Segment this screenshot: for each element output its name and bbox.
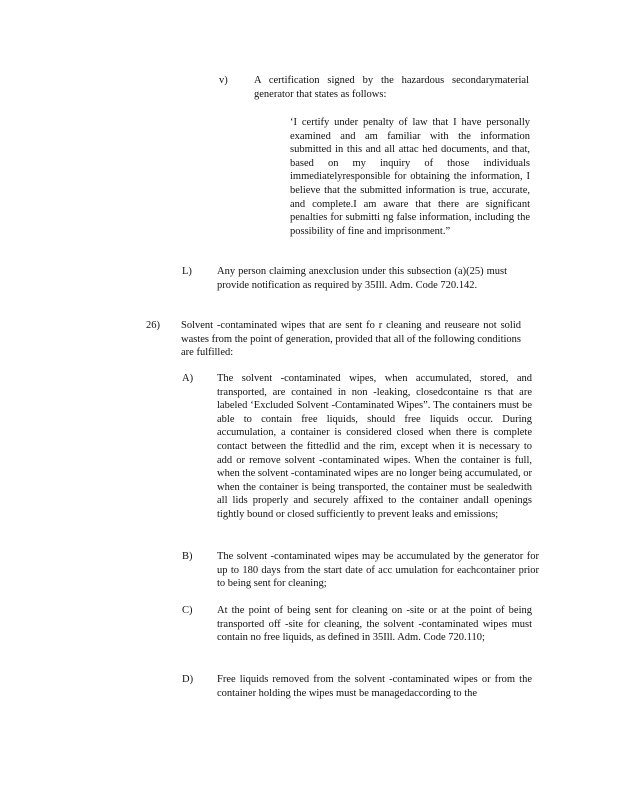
item-d-text: Free liquids removed from the solvent -contaminated wipes or from the container holding the wipes must be managedaccording to the bbox=[217, 674, 532, 699]
item-l-label: L) bbox=[182, 266, 192, 277]
item-c-text: At the point of being sent for cleaning on -site or at the point of being transported off -site for cleaning, the solvent -contaminated wipes must contain no free liquids, as defined in 35Ill. Adm. Code 720.110; bbox=[217, 605, 532, 644]
item-d-label: D) bbox=[182, 674, 194, 685]
item-l-text: Any person claiming anexclusion under this subsection (a)(25) must provide notification as required by 35Ill. Adm. Code 720.142. bbox=[217, 266, 507, 291]
certification-quote: ‘I certify under penalty of law that I have personally examined and am familiar with the information submitted in this and all attac hed documents, and that, based on my inquiry of those individuals immediatelyresponsible for obtaining the information, I believe that the submitted information is true, accurate, and complete.I am aware that there are significant penalties for submitti ng false information, including the possibility of fine and imprisonment.” bbox=[290, 117, 530, 237]
item-b-label: B) bbox=[182, 551, 193, 562]
item-26-label: 26) bbox=[146, 320, 160, 331]
item-26-text: Solvent -contaminated wipes that are sent fo r cleaning and reuseare not solid wastes from the point of generation, provided that all of the following conditions are fulfilled: bbox=[181, 320, 521, 359]
item-v-label: v) bbox=[219, 75, 228, 86]
item-a-label: A) bbox=[182, 373, 194, 384]
item-b-text: The solvent -contaminated wipes may be accumulated by the generator for up to 180 days from the start date of acc umulation for eachcontainer prior to being sent for cleaning; bbox=[217, 551, 539, 590]
item-c-label: C) bbox=[182, 605, 193, 616]
item-v-text: A certification signed by the hazardous secondarymaterial generator that states as follows: bbox=[254, 75, 529, 100]
item-a-text: The solvent -contaminated wipes, when accumulated, stored, and transported, are contained in non -leaking, closedcontaine rs that are labeled ‘Excluded Solvent -Contaminated Wipes”. The containers must be able to contain free liquids, should free liquids occur. During accumulation, a container is considered closed when there is complete contact between the fittedlid and the rim, except when it is necessary to add or remove solvent -contaminated wipes. When the container is full, when the solvent -contaminated wipes are no longer being accumulated, or when the container is being transported, the container must be sealedwith all lids properly and securely affixed to the container andall openings tightly bound or closed sufficiently to prevent leaks and emissions; bbox=[217, 373, 532, 520]
